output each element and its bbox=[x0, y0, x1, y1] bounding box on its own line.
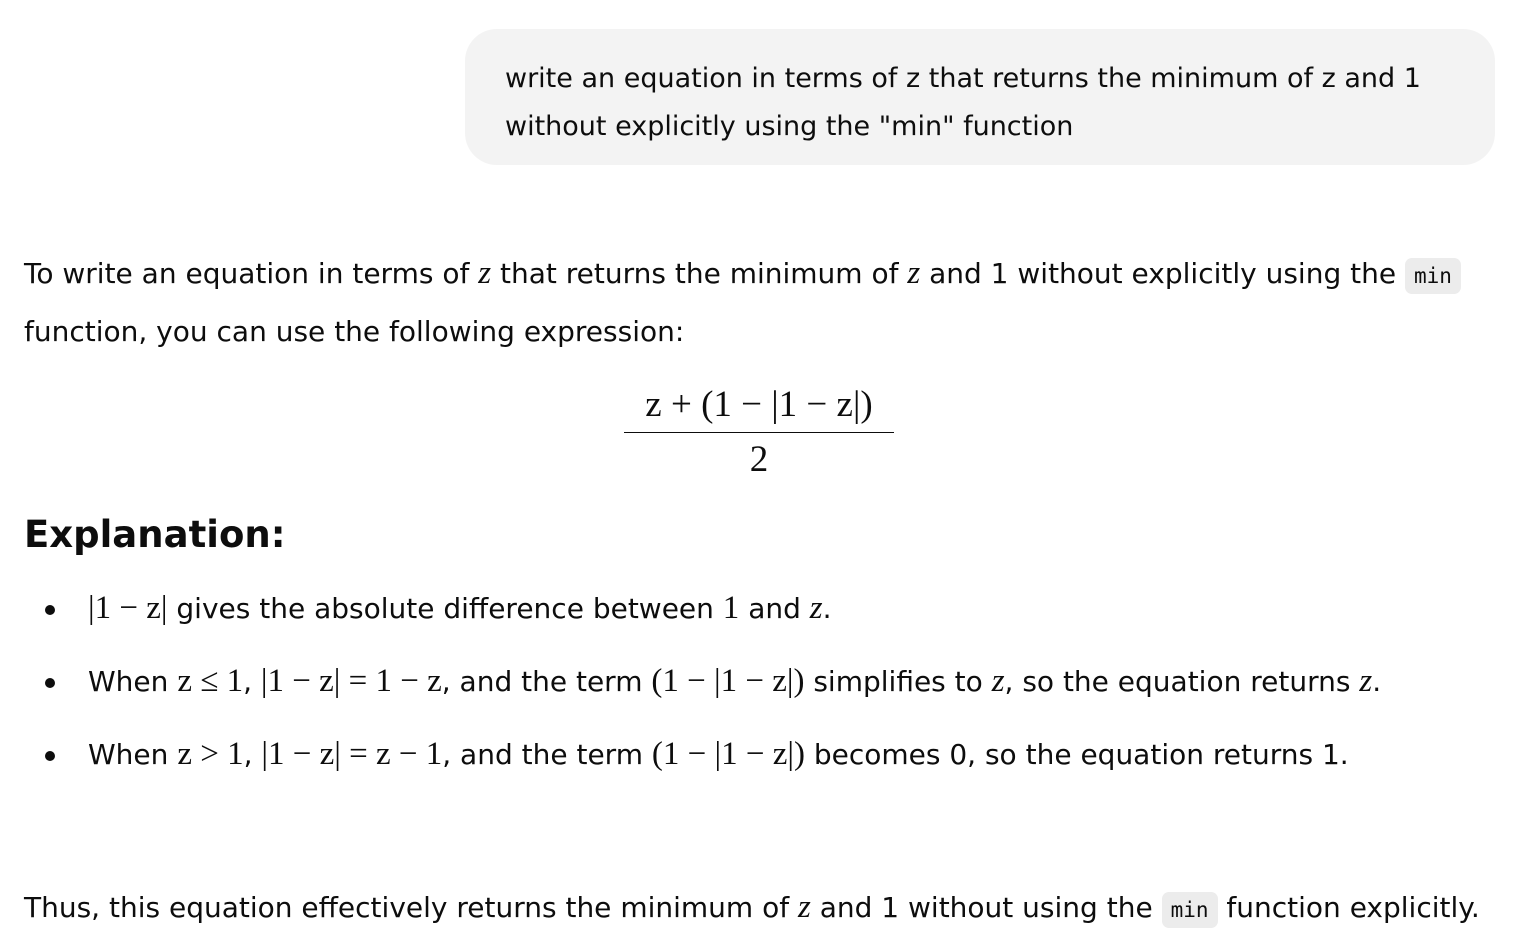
math-expression: (1 − |1 − z|) bbox=[651, 736, 805, 772]
math-expression: z bbox=[991, 663, 1005, 699]
user-message-bubble bbox=[465, 29, 1495, 165]
list-item bbox=[24, 726, 1514, 783]
math-expression: z bbox=[1359, 663, 1373, 699]
math-expression: z > 1 bbox=[177, 736, 244, 772]
bullet-text: simplifies to bbox=[804, 665, 992, 698]
bullet-text: . bbox=[1372, 665, 1382, 698]
conclusion-text-1: Thus, this equation effectively returns the minimum of bbox=[24, 891, 798, 924]
formula-denominator: 2 bbox=[749, 439, 769, 480]
list-item bbox=[24, 580, 1514, 637]
bullet-text: becomes 0, so the equation returns 1. bbox=[804, 738, 1349, 771]
math-expression: |1 − z| = 1 − z bbox=[260, 663, 442, 699]
math-var-z: z bbox=[797, 889, 811, 925]
bullet-text: , and the term bbox=[441, 665, 652, 698]
bullet-text: When bbox=[88, 738, 178, 771]
math-var-z: z bbox=[907, 255, 921, 291]
math-expression: (1 − |1 − z|) bbox=[651, 663, 805, 699]
intro-paragraph bbox=[24, 245, 1504, 360]
bullet-text: , bbox=[243, 665, 261, 698]
inline-code-min: min bbox=[1162, 892, 1218, 928]
bullet-text: . bbox=[822, 592, 832, 625]
math-var-z: z bbox=[478, 255, 492, 291]
conclusion-text-3: function explicitly. bbox=[1217, 891, 1480, 924]
bullet-text: and bbox=[739, 592, 810, 625]
explanation-list bbox=[24, 580, 1514, 799]
intro-text-1: To write an equation in terms of bbox=[24, 257, 479, 290]
bullet-text: , and the term bbox=[442, 738, 652, 771]
math-expression: z bbox=[809, 590, 823, 626]
user-message-text: write an equation in terms of z that returns the minimum of z and 1 without explicitly using the "min" function bbox=[505, 63, 1421, 142]
math-expression: 1 bbox=[722, 590, 740, 626]
bullet-text: gives the absolute difference between bbox=[167, 592, 723, 625]
display-formula bbox=[624, 382, 894, 483]
explanation-heading: Explanation: bbox=[24, 513, 286, 556]
intro-text-3: and 1 without explicitly using the bbox=[920, 257, 1405, 290]
intro-text-4: function, you can use the following expression: bbox=[24, 315, 685, 348]
conclusion-paragraph bbox=[24, 879, 1524, 938]
inline-code-min: min bbox=[1405, 258, 1461, 294]
math-expression: z ≤ 1 bbox=[177, 663, 244, 699]
bullet-text: When bbox=[88, 665, 178, 698]
math-expression: |1 − z| bbox=[88, 590, 168, 626]
intro-text-2: that returns the minimum of bbox=[491, 257, 908, 290]
list-item bbox=[24, 653, 1514, 710]
bullet-text: , bbox=[243, 738, 262, 771]
math-expression: |1 − z| = z − 1 bbox=[261, 736, 443, 772]
conclusion-text-2: and 1 without using the bbox=[810, 891, 1162, 924]
formula-numerator: z + (1 − |1 − z|) bbox=[624, 382, 894, 433]
bullet-text: , so the equation returns bbox=[1004, 665, 1360, 698]
